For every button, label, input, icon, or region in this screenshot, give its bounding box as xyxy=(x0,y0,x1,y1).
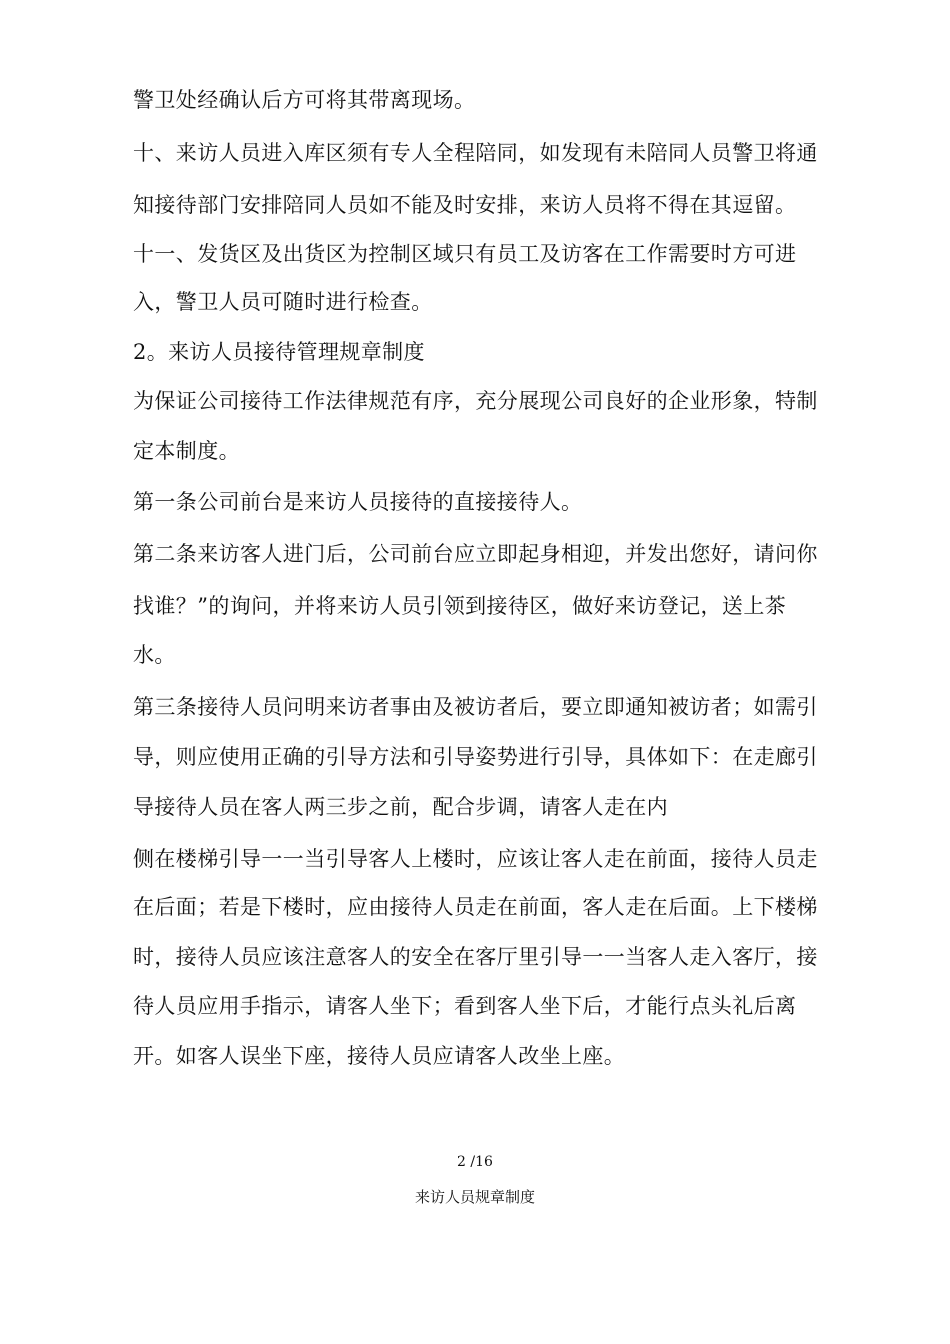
text-line: 十一、发货区及出货区为控制区域只有员工及访客在工作需要时方可进 xyxy=(133,242,797,266)
text-line: 侧在楼梯引导一一当引导客人上楼时，应该让客人走在前面，接待人员走 xyxy=(133,847,818,871)
text-line: 找谁？”的询问，并将来访人员引领到接待区，做好来访登记，送上茶 xyxy=(133,594,787,618)
text-line: 在后面；若是下楼时，应由接待人员走在前面，客人走在后面。上下楼梯 xyxy=(133,895,818,919)
page-number: 2 /16 xyxy=(457,1154,493,1170)
text-line: 知接待部门安排陪同人员如不能及时安排，来访人员将不得在其逗留。 xyxy=(133,193,797,217)
text-line: 时，接待人员应该注意客人的安全在客厅里引导一一当客人走入客厅，接 xyxy=(133,945,818,969)
text-line: 第三条接待人员问明来访者事由及被访者后，要立即通知被访者；如需引 xyxy=(133,695,818,719)
text-line: 导接待人员在客人两三步之前，配合步调，请客人走在内 xyxy=(133,795,668,819)
text-line: 待人员应用手指示，请客人坐下；看到客人坐下后，才能行点头礼后离 xyxy=(133,994,797,1018)
text-line: 定本制度。 xyxy=(133,439,240,463)
text-line: 开。如客人误坐下座，接待人员应请客人改坐上座。 xyxy=(133,1044,626,1068)
text-line: 第一条公司前台是来访人员接待的直接接待人。 xyxy=(133,490,583,514)
footer-title: 来访人员规章制度 xyxy=(414,1188,535,1206)
text-line: 十、来访人员进入库区须有专人全程陪同，如发现有未陪同人员警卫将通 xyxy=(133,141,818,165)
text-line: 入，警卫人员可随时进行检查。 xyxy=(133,290,433,314)
text-line: 第二条来访客人进门后，公司前台应立即起身相迎，并发出您好，请问你 xyxy=(133,542,818,566)
text-line: 警卫处经确认后方可将其带离现场。 xyxy=(133,88,476,112)
text-line: 为保证公司接待工作法律规范有序，充分展现公司良好的企业形象，特制 xyxy=(133,389,818,413)
section-heading: 2。来访人员接待管理规章制度 xyxy=(133,340,425,364)
text-line: 水。 xyxy=(133,643,176,667)
text-line: 导，则应使用正确的引导方法和引导姿势进行引导，具体如下：在走廊引 xyxy=(133,745,818,769)
